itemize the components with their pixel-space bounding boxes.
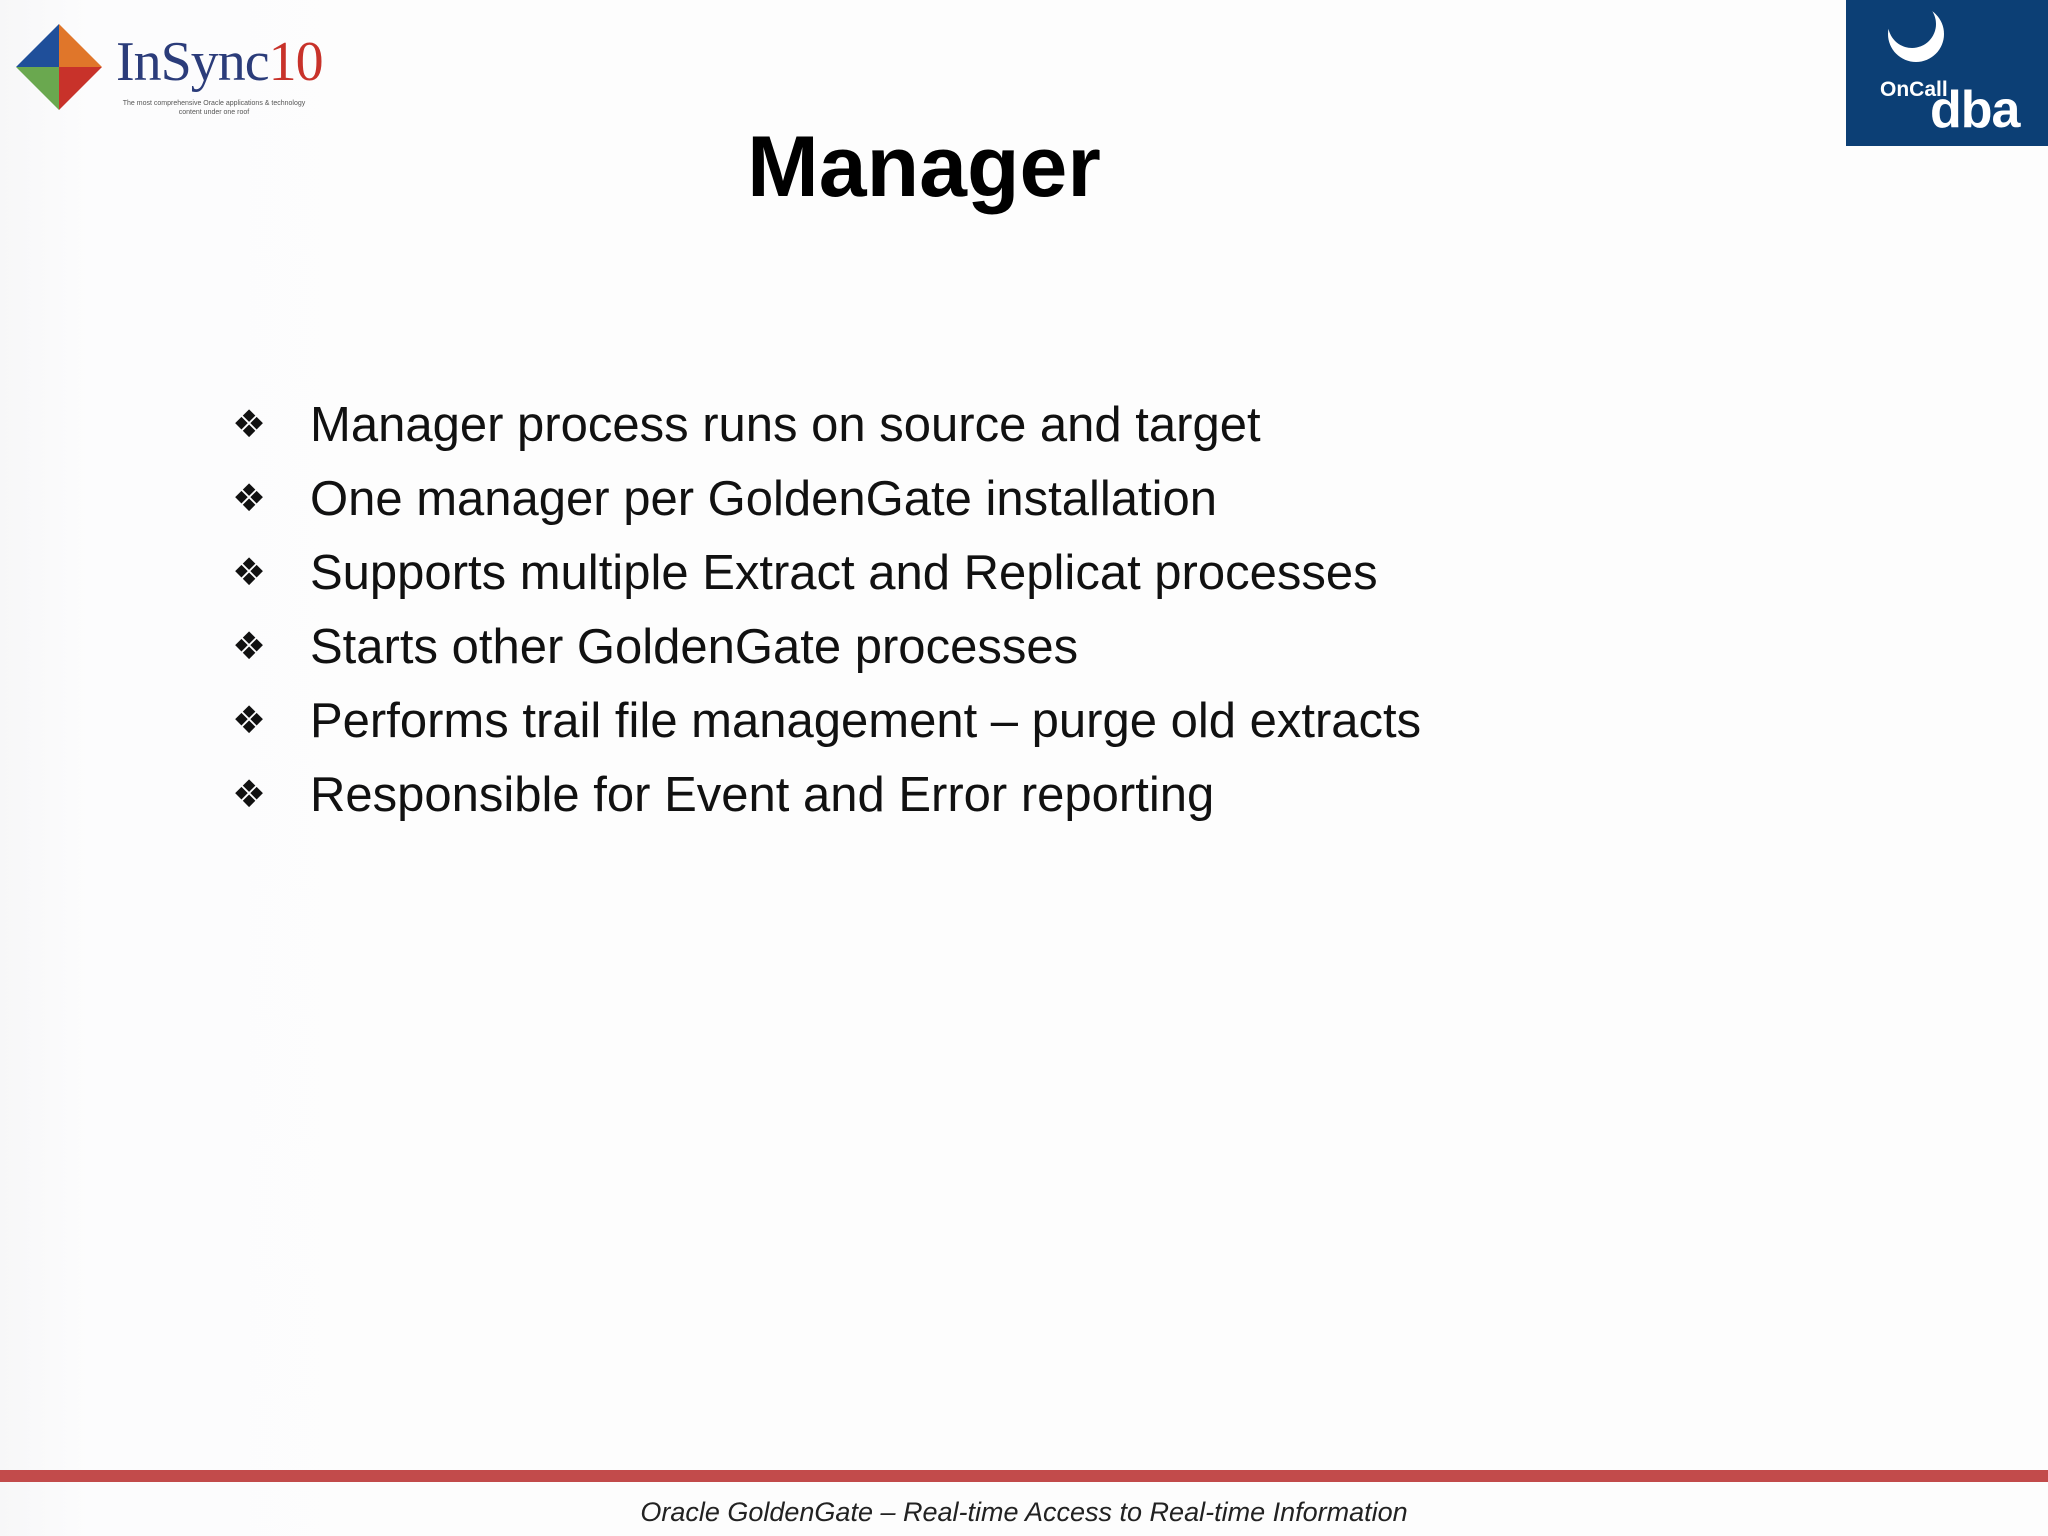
footer-text: Oracle GoldenGate – Real-time Access to Real-time Information (640, 1497, 1408, 1527)
four-diamond-bullet-icon: ❖ (232, 404, 267, 446)
list-item (232, 462, 1421, 536)
bullet-text: Starts other GoldenGate processes (310, 620, 1079, 674)
bullet-text: Responsible for Event and Error reporting (310, 768, 1215, 822)
list-item (232, 610, 1421, 684)
list-item (232, 536, 1421, 610)
footer-divider-bar (0, 1470, 2048, 1482)
bullet-text: Performs trail file management – purge old extracts (310, 694, 1422, 748)
list-item (232, 758, 1421, 832)
insync10-wordmark: InSync10 (116, 31, 323, 93)
oncall-dba-logo (1846, 0, 2048, 146)
four-diamond-bullet-icon: ❖ (232, 700, 267, 742)
list-item (232, 684, 1421, 758)
oncall-text: OnCall (1880, 78, 1948, 101)
dba-text: dba (1930, 81, 2020, 139)
insync10-tagline: The most comprehensive Oracle applications & technology content under one roof (122, 100, 306, 116)
bullet-list (232, 388, 1421, 832)
four-diamond-bullet-icon: ❖ (232, 552, 267, 594)
slide-title: Manager (747, 119, 1101, 215)
four-diamond-bullet-icon: ❖ (232, 774, 267, 816)
bullet-text: One manager per GoldenGate installation (310, 472, 1218, 526)
list-item (232, 388, 1421, 462)
bullet-text: Manager process runs on source and target (310, 398, 1261, 452)
four-diamond-bullet-icon: ❖ (232, 626, 267, 668)
bullet-text: Supports multiple Extract and Replicat processes (310, 546, 1378, 600)
diamond-logo-icon (14, 22, 104, 112)
four-diamond-bullet-icon: ❖ (232, 478, 267, 520)
